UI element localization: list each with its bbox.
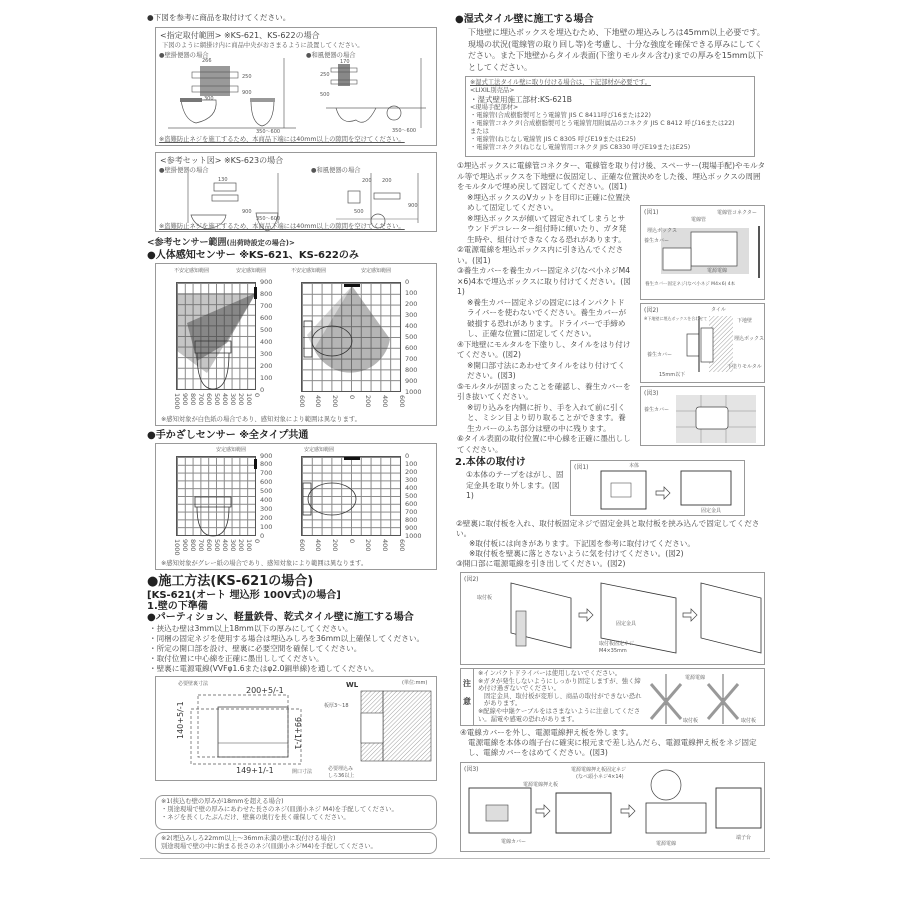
body-sensor-heading: ●人体感知センサー ※KS-621、KS-622のみ — [147, 250, 359, 261]
note-thin-embed — [155, 832, 437, 854]
x-tick-label: 500 — [212, 393, 221, 406]
body-figure-3 — [460, 762, 765, 852]
x-tick-label: 600 — [297, 395, 306, 408]
lixil-item: ・湿式壁用施工部材:KS-621B — [470, 95, 572, 104]
stable-range-label: 安定感知範囲 — [361, 268, 392, 274]
japanese-toilet-label: ●和風便器の場合 — [306, 52, 356, 59]
power-wire-label: 電源電線 — [685, 675, 706, 681]
y-tick-label: 900 — [405, 523, 418, 532]
step: ①埋込ボックスに電線管コネクター、電線管を取り付け後、スペーサー(現場手配)やモルタル等で埋込ボックスを下地壁に仮固定し、正確な位置決めをした後、埋込ボックスの周囲をモルタルで埋め戻して固定してください。(図1) — [457, 161, 766, 191]
caution-char: 意 — [463, 697, 471, 706]
site-item: ・電線管コネクタ(合成樹脂製可とう電線管用附属品のコネクタ JIS C 8412 呼び16または22) — [470, 120, 735, 127]
x-tick-label: 200 — [364, 539, 373, 552]
x-tick-label: 1000 — [172, 539, 181, 556]
y-tick-label: 900 — [260, 277, 273, 286]
toilet-outline — [302, 457, 402, 537]
stable-range-label: 安定感知範囲 — [236, 268, 267, 274]
opening-label: 開口寸法 — [292, 769, 313, 775]
note-line: ・別途現場で壁の厚みにあわせた長さのネジ(皿頭小ネジ M4)を手配してください。 — [161, 806, 398, 813]
terminal-label: 端子台 — [736, 835, 752, 841]
cover-label: 養生カバー — [644, 407, 670, 413]
caution-char: 注 — [463, 679, 471, 688]
y-tick-label: 800 — [260, 460, 273, 469]
set-diagram — [156, 153, 438, 233]
x-tick-label: 800 — [188, 393, 197, 406]
step: ⑥タイル表面の取付位置に中心線を正確に墨出ししてください。 — [457, 434, 631, 454]
range-box-title: <指定取付範囲> ※KS-621、KS-622の場合 — [160, 31, 320, 40]
align-note: ※下地壁に埋込ボックスを合わせて — [644, 316, 708, 321]
x-tick-label: 600 — [297, 539, 306, 552]
y-tick-label: 200 — [260, 513, 273, 522]
embed-label: 必要埋込み — [328, 766, 354, 772]
site-item: ・電線管(ねじなし電線管 JIS C 8305 呼びE19またはE25) — [470, 136, 636, 143]
dim-label: 200 — [382, 178, 392, 184]
y-tick-label: 500 — [405, 491, 418, 500]
y-tick-label: 0 — [260, 531, 265, 540]
parts-lead: ※湿式工法タイル壁に取り付ける場合は、下記部材が必要です。 — [470, 79, 651, 86]
stable-range-label: 安定感知範囲 — [304, 447, 335, 453]
dim-label: 900 — [408, 203, 418, 209]
install-range-box — [155, 27, 437, 146]
y-tick-label: 400 — [260, 495, 273, 504]
dim-label: 350～600 — [392, 128, 417, 134]
dim-label: 350～600 — [256, 216, 281, 222]
site-item: または — [470, 128, 489, 135]
figure-label: (図2) — [464, 576, 479, 583]
body-sensor-box — [155, 263, 437, 426]
y-tick-label: 700 — [405, 354, 418, 363]
body-figure-2 — [460, 572, 765, 665]
caution-line: ※配線や中継ケーブルをはさまないように注意してください。漏電や感電の恐れがあります。 — [478, 707, 641, 723]
bracket-label: 固定金具 — [701, 508, 722, 514]
note-title: ※1(挟込む壁の厚みが18mmを超える場合) — [161, 798, 284, 805]
height-99-label: 99+1/-1 — [293, 717, 302, 750]
y-tick-label: 300 — [405, 475, 418, 484]
bullet: ・所定の開口部を設け、壁裏に必要空間を確保してください。 — [149, 644, 362, 653]
dim-label: 200 — [362, 178, 372, 184]
y-tick-label: 600 — [405, 343, 418, 352]
step: ③養生カバーを養生カバー固定ネジ(なべ小ネジM4×6)4本で埋込ボックスに取り付けてください。(図1) — [457, 266, 631, 296]
x-tick-label: 900 — [180, 539, 189, 552]
step-note: ※取付板を壁裏に落とさないように気を付けてください。(図2) — [469, 549, 684, 558]
hand-sensor-top-grid — [301, 456, 401, 536]
body-label: 本体 — [629, 463, 640, 469]
body-sensor-note: ※感知対象が白色紙の場合であり、感知対象により範囲は異なります。 — [161, 416, 361, 423]
page-divider — [140, 858, 770, 859]
y-tick-label: 100 — [260, 522, 273, 531]
step-note: ※切り込みを内側に折り、手を入れて前に引くと、ミシン目より切り取ることができます。養生カバーのふち部分は壁の中に残ります。 — [467, 402, 626, 433]
press-plate-label: 電源電線押え板 — [523, 782, 559, 788]
step: ②電源電線を埋込ボックス内に引き込んでください。(図1) — [457, 245, 624, 265]
prep-bullets — [149, 624, 449, 674]
wet-tile-text: 下地壁に埋込ボックスを埋込むため、下地壁の埋込みしろは45mm以上必要です。現場の状況(電線管の取り回し等)を考慮し、十分な強度を確保できる厚みにしてください。また下地壁からタイル表面(下塗りモルタル含む)までの厚みを15mm以下としてください。 — [468, 28, 765, 72]
y-tick-label: 600 — [260, 478, 273, 487]
body-step-4 — [460, 728, 765, 758]
body-install-heading: 2.本体の取付け — [455, 457, 526, 468]
bullet: ・取付位置に中心線を正確に墨出ししてください。 — [149, 654, 324, 663]
x-tick-label: 100 — [244, 539, 253, 552]
y-tick-label: 800 — [405, 365, 418, 374]
y-tick-label: 100 — [405, 288, 418, 297]
x-tick-label: 100 — [244, 393, 253, 406]
wet-tile-heading: ●湿式タイル壁に施工する場合 — [455, 14, 594, 25]
unstable-range-label: 不安定感知範囲 — [291, 268, 327, 274]
lixil-heading: <LIXIL別売品> — [470, 87, 515, 94]
box-label: 埋込ボックス — [647, 228, 677, 234]
x-tick-label: 600 — [204, 393, 213, 406]
x-tick-label: 0 — [252, 393, 261, 398]
detection-area — [177, 283, 257, 391]
caution-line: ※ガタが発生しないようにしっかり固定しますが、強く締め付け過ぎないでください。 — [478, 677, 641, 693]
tile-label: タイル — [711, 307, 726, 313]
x-tick-label: 600 — [397, 395, 406, 408]
y-tick-label: 400 — [405, 483, 418, 492]
screw-size-label: M4×35mm — [599, 648, 627, 654]
note-line: 別途現場で壁の中に納まる長さのネジ(皿頭小ネジM4)を手配してください。 — [161, 843, 377, 850]
partition-heading: ●パーティション、軽量鉄骨、乾式タイル壁に施工する場合 — [147, 612, 414, 623]
figure-1-box — [640, 205, 765, 300]
y-tick-label: 500 — [260, 487, 273, 496]
x-tick-label: 400 — [220, 539, 229, 552]
site-item: ・電線管コネクタ(ねじなし電線管用コネクタ JIS C8330 呼びE19またはE25) — [470, 144, 691, 151]
x-tick-label: 600 — [204, 539, 213, 552]
step-note: ※埋込ボックスが傾いて固定されてしまうとサウンドデコレーター組付時に傾いたり、ガタ発生時や、組付けできなくなる恐れがあります。 — [467, 213, 627, 244]
power-wire-label: 電源電線 — [707, 268, 728, 274]
y-tick-label: 100 — [260, 373, 273, 382]
thickness-dim-label: 15mm以下 — [659, 372, 686, 378]
x-tick-label: 200 — [236, 393, 245, 406]
step: ④下地壁にモルタルを下塗りし、タイルをはり付けてください。(図2) — [457, 339, 631, 359]
figure-label: (図2) — [644, 307, 659, 314]
x-tick-label: 0 — [347, 539, 356, 544]
caution-box — [460, 668, 765, 726]
x-tick-label: 1000 — [172, 393, 181, 410]
x-tick-label: 400 — [380, 395, 389, 408]
plate-label: 取付板 — [683, 718, 699, 724]
y-tick-label: 900 — [260, 451, 273, 460]
y-tick-label: 200 — [405, 467, 418, 476]
x-tick-label: 300 — [228, 393, 237, 406]
body-sensor-side-grid — [176, 282, 256, 390]
unit-label: (単位:mm) — [402, 680, 428, 686]
y-tick-label: 600 — [405, 499, 418, 508]
y-tick-label: 300 — [405, 310, 418, 319]
y-tick-label: 600 — [260, 313, 273, 322]
screw-label: 取付板固定ネジ — [599, 641, 635, 647]
dim-label: 500 — [354, 209, 364, 215]
body-step-2 — [456, 519, 766, 569]
dim-label: 350～600 — [256, 129, 281, 135]
y-tick-label: 0 — [260, 385, 265, 394]
unstable-range-label: 不安定感知範囲 — [174, 268, 210, 274]
intro-text: ●下図を参考に商品を取付けてください。 — [147, 13, 291, 22]
y-tick-label: 200 — [405, 299, 418, 308]
note-title: ※2(埋込みしろ22mm以上～36mm未満の壁に取付ける場合) — [161, 835, 336, 842]
y-tick-label: 300 — [260, 504, 273, 513]
dim-label: 130 — [218, 177, 228, 183]
dim-label: 500 — [320, 92, 330, 98]
figure-2-box — [640, 303, 765, 383]
dim-label: 250 — [320, 72, 330, 78]
x-tick-label: 700 — [196, 393, 205, 406]
dim-label: 300 — [204, 96, 214, 102]
hand-sensor-side-grid — [176, 456, 256, 536]
y-tick-label: 700 — [260, 469, 273, 478]
y-tick-label: 400 — [260, 337, 273, 346]
x-tick-label: 200 — [364, 395, 373, 408]
set-footnote: ※盗難防止ネジを施工するため、本商品下端には40mm以上の隙間を空けてください。 — [159, 223, 405, 230]
step-note: ※取付板には向きがあります。下記図を参考に取付けてください。 — [469, 539, 695, 548]
step: ⑤モルタルが固まったことを確認し、養生カバーを引き抜いてください。 — [457, 381, 631, 401]
dim-label: 250 — [242, 74, 252, 80]
figure-label: (図3) — [644, 390, 659, 397]
y-tick-label: 500 — [405, 332, 418, 341]
opening-dimension-figure — [155, 676, 437, 781]
x-tick-label: 800 — [188, 539, 197, 552]
site-item: ・電線管(合成樹脂製可とう電線管 JIS C 8411呼び16または22) — [470, 112, 652, 119]
detection-area — [302, 283, 402, 393]
x-tick-label: 300 — [228, 539, 237, 552]
x-tick-label: 400 — [220, 393, 229, 406]
plate-label: 取付板 — [477, 595, 493, 601]
figure-label: (図3) — [464, 766, 479, 773]
screw-size-label: (なべ頭小ネジ4×14) — [576, 774, 624, 780]
hand-sensor-note: ※感知対象がグレー紙の場合であり、感知対象により範囲は異なります。 — [161, 560, 368, 567]
y-tick-label: 500 — [260, 325, 273, 334]
step-note: ※養生カバー固定ネジの固定にはインパクトドライバーを使わないでください。養生カバーが破損する恐れがあります。ドライバーで手締めし、正確な位置に固定してください。 — [467, 297, 627, 338]
screw-label: 電源電線押え板固定ネジ — [571, 767, 627, 773]
method-title: ●施工方法(KS-621の場合) — [147, 574, 314, 589]
x-tick-label: 500 — [212, 539, 221, 552]
wrong-install-drawing — [461, 669, 766, 727]
caution-line: 固定金具、取付板が変形し、商品の取付ができない恐れがあります。 — [484, 692, 642, 708]
y-tick-label: 0 — [405, 451, 410, 460]
stable-range-label: 安定感知範囲 — [216, 447, 247, 453]
thickness-label: 板厚3～18 — [324, 703, 349, 709]
wire-cover-label: 電線カバー — [501, 839, 527, 845]
range-box-note: 下図のように網掛け内に商品中央がおさまるように設置してください。 — [162, 42, 364, 49]
hand-sensor-box — [155, 443, 437, 570]
required-space-label: 必要壁裏寸法 — [178, 681, 209, 687]
x-tick-label: 400 — [314, 539, 323, 552]
step1-heading: 1.壁の下準備 — [147, 601, 208, 612]
y-tick-label: 1000 — [405, 531, 422, 540]
caution-line: ※インパクトドライバーは使用しないでください。 — [478, 670, 622, 677]
body-step-1: ①本体のテープをはがし、固定金具を取り外します。(図1) — [466, 470, 564, 500]
body-sensor-top-grid — [301, 282, 401, 392]
y-tick-label: 800 — [405, 515, 418, 524]
mortar-label: 下塗りモルタル — [727, 364, 762, 370]
step: ③開口部に電源電線を引き出してください。(図2) — [456, 559, 626, 568]
step: ④電線カバーを外し、電源電線押え板を外します。 — [460, 728, 634, 737]
sensor-range-title-sub: (出荷時設定の場合)> — [226, 239, 295, 247]
japanese-toilet-label: ●和風便器の場合 — [311, 167, 361, 174]
body-figure-1 — [570, 460, 745, 516]
screw-label: 養生カバー固定ネジ(なべ小ネジ M4×6) 4本 — [645, 282, 736, 287]
x-tick-label: 900 — [180, 393, 189, 406]
set-box-title: <参考セット図> ※KS-623の場合 — [160, 156, 284, 165]
x-tick-label: 200 — [330, 539, 339, 552]
tile-cover-drawing — [641, 387, 766, 447]
site-heading: <現場手配部材> — [470, 104, 519, 111]
range-footnote: ※盗難防止ネジを施工するため、本商品下端には40mm以上の隙間を空けてください。 — [159, 136, 405, 143]
dim-label: 900 — [242, 209, 252, 215]
sensor-range-title — [147, 238, 295, 249]
y-tick-label: 200 — [260, 361, 273, 370]
x-tick-label: 0 — [252, 539, 261, 544]
x-tick-label: 700 — [196, 539, 205, 552]
embed-box-label: 埋込ボックス — [734, 336, 764, 342]
y-tick-label: 400 — [405, 321, 418, 330]
embed-label-2: しろ36以上 — [328, 773, 355, 779]
base-wall-label: 下地壁 — [737, 318, 753, 324]
step: ②壁裏に取付板を入れ、取付板固定ネジで固定金具と取付板を挟み込んで固定してください。 — [456, 519, 760, 538]
y-tick-label: 300 — [260, 349, 273, 358]
x-tick-label: 200 — [330, 395, 339, 408]
x-tick-label: 400 — [380, 539, 389, 552]
reference-set-box — [155, 152, 437, 232]
bullet: ・挟込む壁は3mm以上18mm以下の厚みにしてください。 — [149, 624, 353, 633]
required-parts-box — [465, 76, 755, 157]
plate-label: 取付板 — [741, 718, 757, 724]
y-tick-label: 700 — [405, 507, 418, 516]
figure-3-box — [640, 386, 765, 446]
x-tick-label: 400 — [314, 395, 323, 408]
dim-label: 900 — [242, 90, 252, 96]
x-tick-label: 200 — [236, 539, 245, 552]
bullet: ・同梱の固定ネジを使用する場合は埋込みしろを36mm以上確保してください。 — [149, 634, 425, 643]
cover-label: 養生カバー — [647, 352, 673, 358]
y-tick-label: 900 — [405, 376, 418, 385]
wall-toilet-label: ●壁掛便器の場合 — [159, 167, 209, 174]
sensor-range-title-main: <参考センサー範囲 — [147, 238, 227, 248]
figure-label: (図1) — [644, 209, 659, 216]
bracket-label: 固定金具 — [616, 621, 637, 627]
width-200-label: 200+5/-1 — [246, 686, 284, 695]
x-tick-label: 0 — [347, 395, 356, 400]
y-tick-label: 700 — [260, 301, 273, 310]
y-tick-label: 0 — [405, 277, 410, 286]
y-tick-label: 1000 — [405, 387, 422, 396]
dim-label: 266 — [202, 58, 212, 64]
y-tick-label: 100 — [405, 459, 418, 468]
cover-label: 養生カバー — [644, 238, 670, 244]
y-tick-label: 800 — [260, 289, 273, 298]
wall-toilet-label: ●壁掛便器の場合 — [159, 52, 209, 59]
note-line: ・ネジを長くしたぶんだけ、壁裏の奥行を長く確保してください。 — [161, 814, 350, 821]
wl-label: WL — [346, 681, 359, 689]
conduit-label: 電線管 — [691, 217, 707, 223]
connector-label: 電線管コネクター — [717, 210, 757, 216]
hand-sensor-heading: ●手かざしセンサー ※全タイプ共通 — [147, 430, 309, 441]
step-note: 電源電線を本体の端子台に確実に根元まで差し込んだら、電源電線押え板をネジ固定し、電線カバーをはめてください。(図3) — [468, 738, 757, 757]
method-subtitle: [KS-621(オート 埋込形 100V式)の場合] — [147, 590, 341, 601]
step-note: ※埋込ボックスのVカットを目印に正確に位置決めして固定してください。 — [467, 192, 631, 212]
x-tick-label: 600 — [397, 539, 406, 552]
height-140-label: 140+5/-1 — [176, 701, 185, 739]
toilet-outline — [177, 457, 257, 537]
power-wire-label: 電源電線 — [656, 841, 677, 847]
bullet: ・壁裏に電源電線(VVFφ1.6またはφ2.0銅単線)を通してください。 — [149, 664, 379, 673]
dim-label: 170 — [340, 59, 350, 65]
figure-label: (図1) — [574, 464, 589, 471]
step-note: ※開口部寸法にあわせてタイルをはり付けてください。(図3) — [467, 360, 626, 380]
note-thick-wall — [155, 795, 437, 830]
width-149-label: 149+1/-1 — [236, 766, 274, 775]
